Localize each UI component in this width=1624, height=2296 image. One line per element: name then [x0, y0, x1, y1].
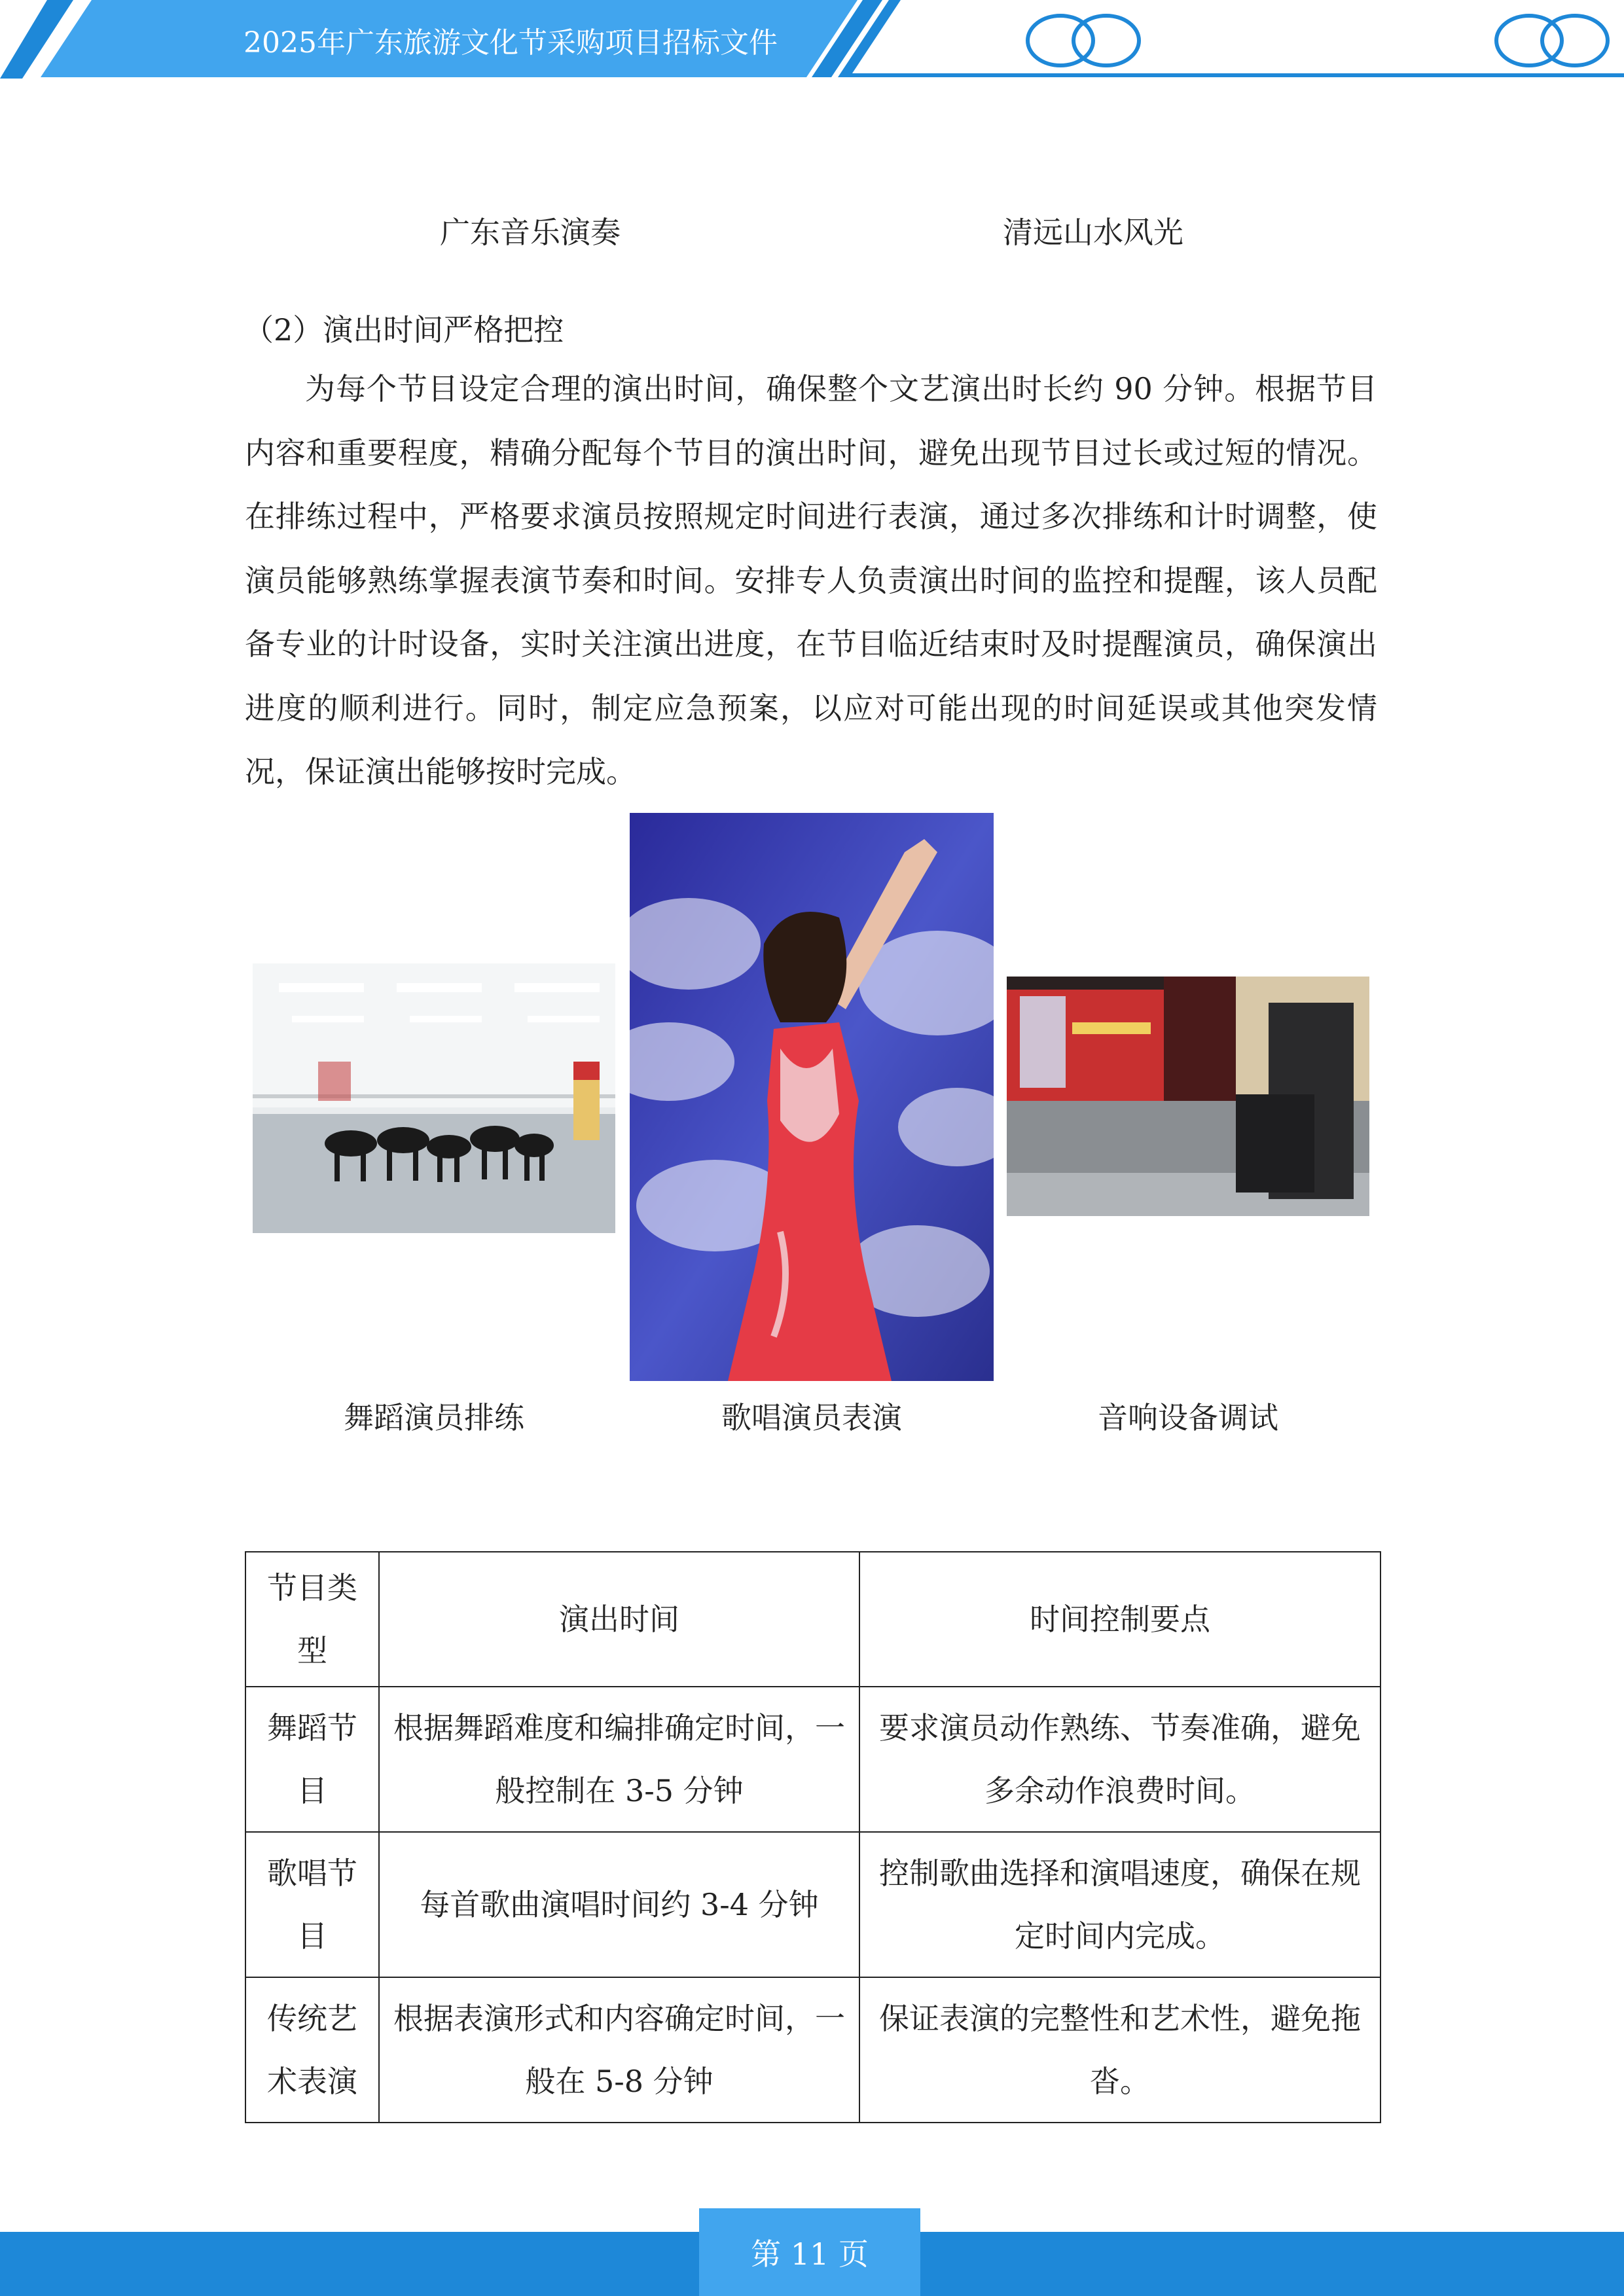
body-paragraph: 为每个节目设定合理的演出时间，确保整个文艺演出时长约 90 分钟。根据节目内容和重要程度，精确分配每个节目的演出时间，避免出现节目过长或过短的情况。在排练过程中，严格要求演员按照规定时间进行表演，通过多次排练和计时调整，使演员能够熟练掌握表演节奏和时间。安排专人负责演出时间的监控和提醒，该人员配备专业的计时设备，实时关注演出进度，在节目临近结束时及时提醒演员，确保演出进度的顺利进行。同时，制定应急预案，以应对可能出现的时间延误或其他突发情况，保证演出能够按时完成。 — [245, 371, 1377, 789]
rings-logo-icon — [1028, 16, 1139, 65]
table-cell: 控制歌曲选择和演唱速度，确保在规定时间内完成。 — [859, 1832, 1380, 1977]
table-row — [245, 1687, 1380, 1832]
table-cell: 要求演员动作熟练、节奏准确，避免多余动作浪费时间。 — [859, 1687, 1380, 1832]
header-performance-time: 演出时间 — [379, 1552, 859, 1687]
sound-equipment-photo — [1007, 977, 1369, 1216]
table-cell: 每首歌曲演唱时间约 3-4 分钟 — [379, 1832, 859, 1977]
header-time-control-points: 时间控制要点 — [859, 1552, 1380, 1687]
table-cell: 保证表演的完整性和艺术性，避免拖沓。 — [859, 1977, 1380, 2123]
page-number: 第 11 页 — [699, 2208, 920, 2296]
schedule-table — [245, 1551, 1381, 2123]
document-title: 2025年广东旅游文化节采购项目招标文件 — [244, 26, 778, 60]
caption-qingyuan-scenery: 清远山水风光 — [1003, 215, 1183, 250]
rings-logo-icon-right — [1496, 16, 1608, 65]
table-row — [245, 1977, 1380, 2123]
section-heading: （2）演出时间严格把控 — [244, 312, 564, 348]
caption-sound-equipment: 音响设备调试 — [1098, 1400, 1278, 1435]
table-header-row — [245, 1552, 1380, 1687]
caption-guangdong-music: 广东音乐演奏 — [440, 215, 621, 250]
table-cell: 根据舞蹈难度和编排确定时间，一般控制在 3-5 分钟 — [379, 1687, 859, 1832]
caption-singer-performance: 歌唱演员表演 — [721, 1400, 902, 1435]
dance-rehearsal-photo — [253, 963, 615, 1233]
table-row — [245, 1832, 1380, 1977]
table-cell: 歌唱节目 — [245, 1832, 379, 1977]
table-cell: 舞蹈节目 — [245, 1687, 379, 1832]
table-cell: 传统艺术表演 — [245, 1977, 379, 2123]
singer-performance-photo — [630, 813, 994, 1381]
table-cell: 根据表演形式和内容确定时间，一般在 5-8 分钟 — [379, 1977, 859, 2123]
header-program-type: 节目类型 — [245, 1552, 379, 1687]
caption-dance-rehearsal: 舞蹈演员排练 — [344, 1400, 524, 1435]
